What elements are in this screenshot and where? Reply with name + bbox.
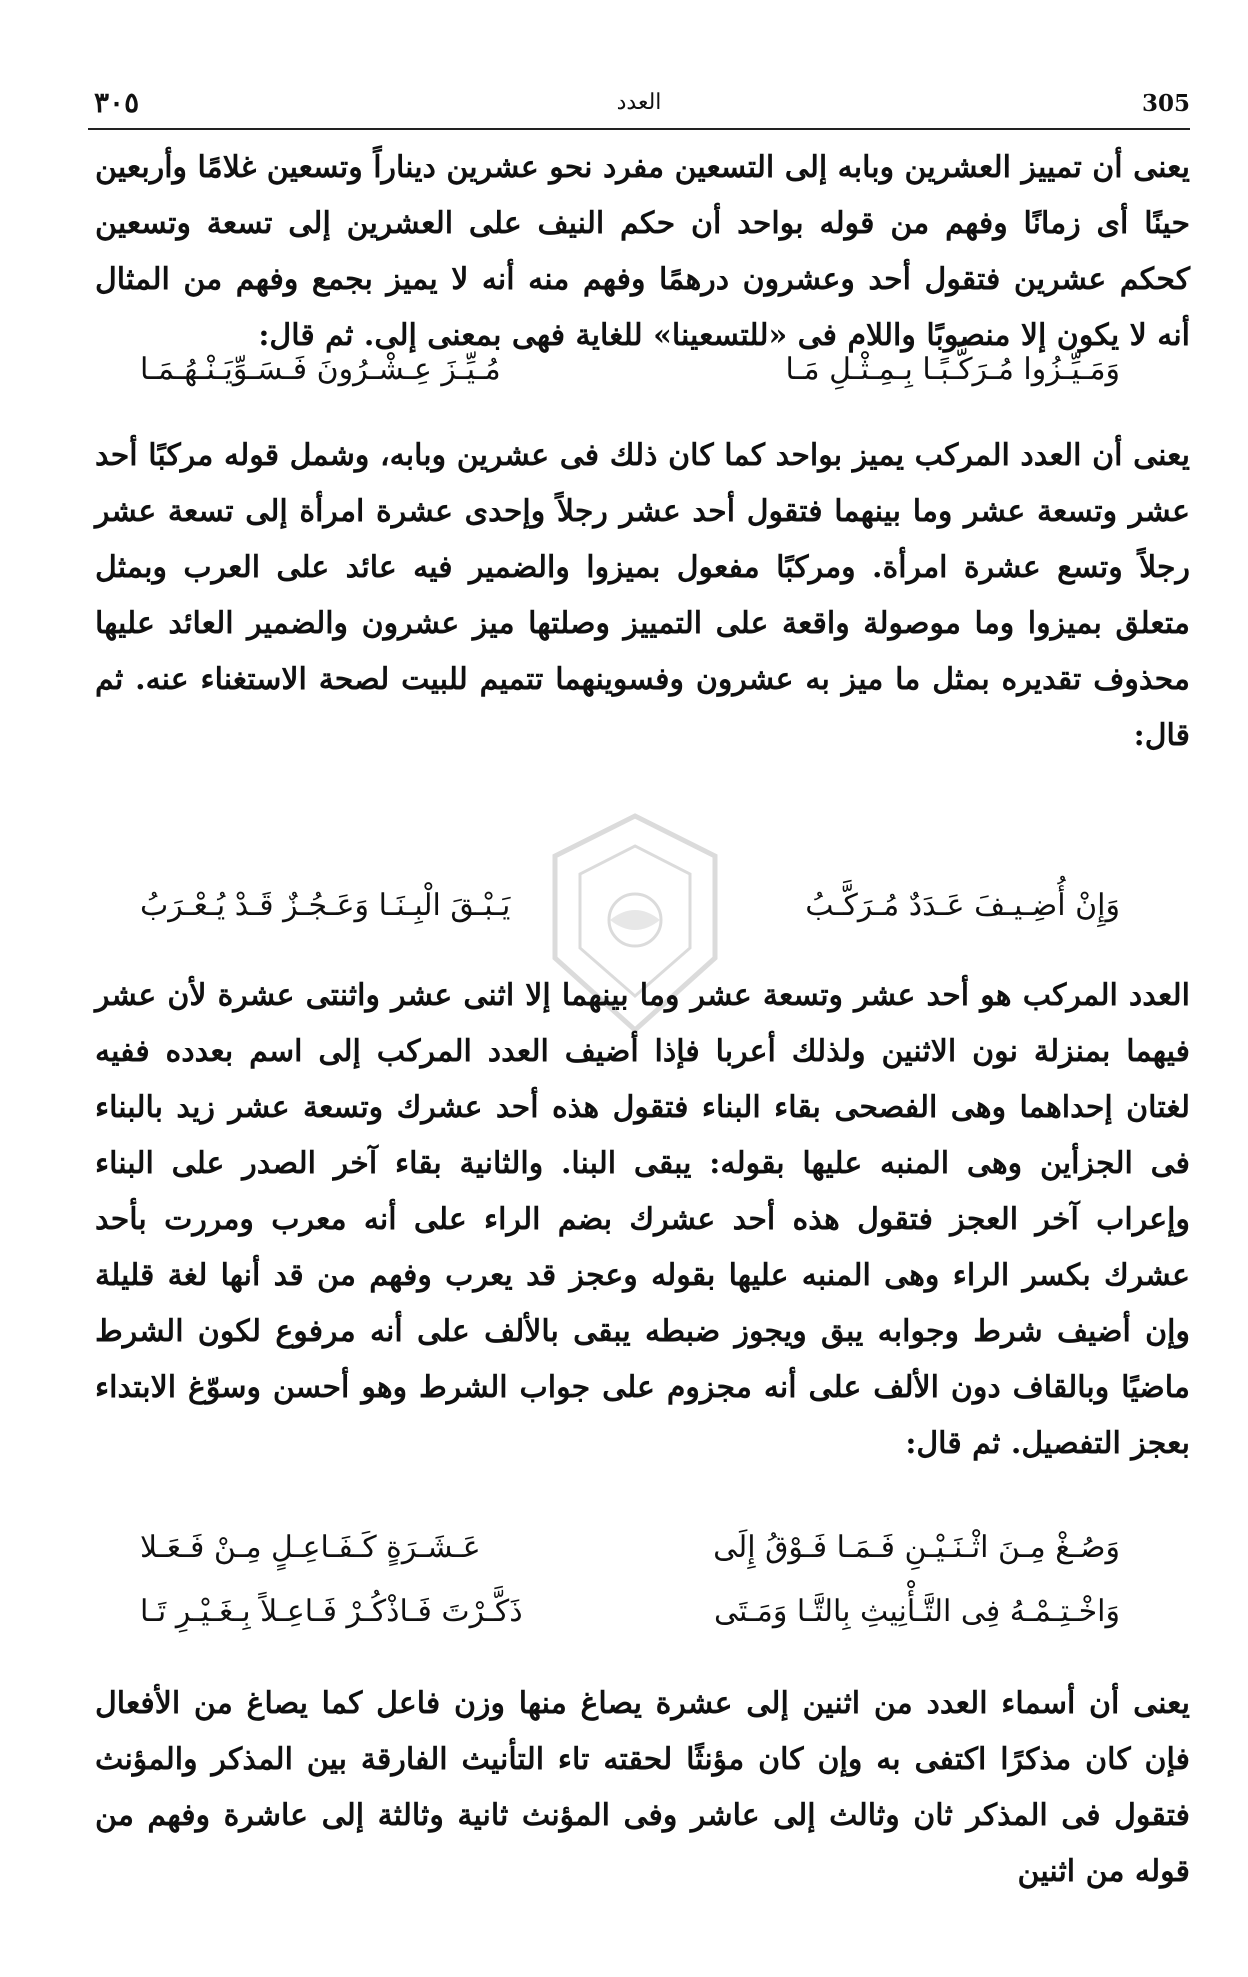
verse-4-second-hemistich: ذَكَّـرْتَ فَـاذْكُـرْ فَـاعِـلاً بِـغَـيْـرِ تَـا (140, 1594, 523, 1629)
page-number-latin: 305 (1141, 90, 1190, 117)
verse-4 (140, 1594, 1120, 1652)
verse-1-first-hemistich: وَمَـيِّـزُوا مُـرَكَّـبًـا بِـمِـثْـلِ مَـا (785, 352, 1120, 387)
verse-1 (140, 352, 1120, 410)
verse-3 (140, 1530, 1120, 1588)
verse-2-first-hemistich: وَإِنْ أُضِـيـفَ عَـدَدٌ مُـرَكَّـبُ (805, 888, 1120, 923)
paragraph-1: يعنى أن تمييز العشرين وبابه إلى التسعين مفرد نحو عشرين ديناراً وتسعين غلامًا وأربعين حينًا أى زمانًا وفهم من قوله بواحد أن حكم النيف على العشرين إلى تسعة وتسعين كحكم عشرين فتقول أحد وعشرون درهمًا وفهم منه أنه لا يميز بجمع وفهم من المثال أنه لا يكون إلا منصوبًا واللام فى «للتسعينا» للغاية فهى بمعنى إلى. ثم قال: (95, 150, 1190, 353)
verse-2 (140, 888, 1120, 946)
paragraph-2: يعنى أن العدد المركب يميز بواحد كما كان ذلك فى عشرين وبابه، وشمل قوله مركبًا أحد عشر وتسعة عشر وما بينهما فتقول أحد عشر رجلاً وإحدى عشرة امرأة إلى تسعة عشر رجلاً وتسع عشرة امرأة. ومركبًا مفعول بميزوا والضمير فيه عائد على العرب وبمثل متعلق بميزوا وما موصولة واقعة على التمييز وصلتها ميز عشرون والضمير العائد عليها محذوف تقديره بمثل ما ميز به عشرون وفسوينهما تتميم للبيت لصحة الاستغناء عنه. ثم قال: (95, 438, 1190, 753)
verse-1-second-hemistich: مُـيِّـزَ عِـشْـرُونَ فَـسَـوِّيَـنْـهُـمَـا (140, 352, 501, 387)
verse-3-second-hemistich: عَـشَـرَةٍ كَـفَـاعِـلٍ مِـنْ فَـعَـلا (140, 1530, 481, 1565)
verse-3-first-hemistich: وَصُـغْ مِـنَ اثْـنَـيْـنِ فَـمَـا فَـوْقُ إِلَى (713, 1530, 1120, 1565)
page-number-arabic: ٣٠٥ (94, 86, 140, 119)
paragraph-3: العدد المركب هو أحد عشر وتسعة عشر وما بينهما إلا اثنى عشر واثنتى عشرة لأن عشر فيهما بمنزلة نون الاثنين ولذلك أعربا فإذا أضيف العدد المركب إلى اسم بعدده ففيه لغتان إحداهما وهى الفصحى بقاء البناء فتقول هذه أحد عشرك وتسعة عشر زيد بالبناء فى الجزأين وهى المنبه عليها بقوله: يبقى البنا. والثانية بقاء آخر الصدر على البناء وإعراب آخر العجز فتقول هذه أحد عشرك بضم الراء على أنه معرب ومررت بأحد عشرك بكسر الراء وهى المنبه عليها بقوله وعجز قد يعرب وفهم من قد أنها لغة قليلة وإن أضيف شرط وجوابه يبق ويجوز ضبطه يبقى بالألف على أنه مرفوع لكون الشرط ماضيًا وبالقاف دون الألف على أنه مجزوم على جواب الشرط وهو أحسن وسوّغ الابتداء بعجز التفصيل. ثم قال: (95, 978, 1190, 1461)
verse-2-second-hemistich: يَـبْـقَ الْبِـنَـا وَعَـجُـزٌ قَـدْ يُـعْـرَبُ (140, 888, 511, 923)
paragraph-4: يعنى أن أسماء العدد من اثنين إلى عشرة يصاغ منها وزن فاعل كما يصاغ من الأفعال فإن كان مذكرًا اكتفى به وإن كان مؤنثًا لحقته تاء التأنيث الفارقة بين المذكر والمؤنث فتقول فى المذكر ثان وثالث إلى عاشر وفى المؤنث ثانية وثالثة إلى عاشرة وفهم من قوله من اثنين (95, 1686, 1190, 1889)
running-title: العدد (616, 90, 662, 115)
header-rule (88, 128, 1190, 130)
page-header (88, 84, 1190, 130)
verse-4-first-hemistich: وَاخْـتِـمْـهُ فِى التَّـأْنِيثِ بِالتَّـا وَمَـتَى (713, 1594, 1120, 1629)
